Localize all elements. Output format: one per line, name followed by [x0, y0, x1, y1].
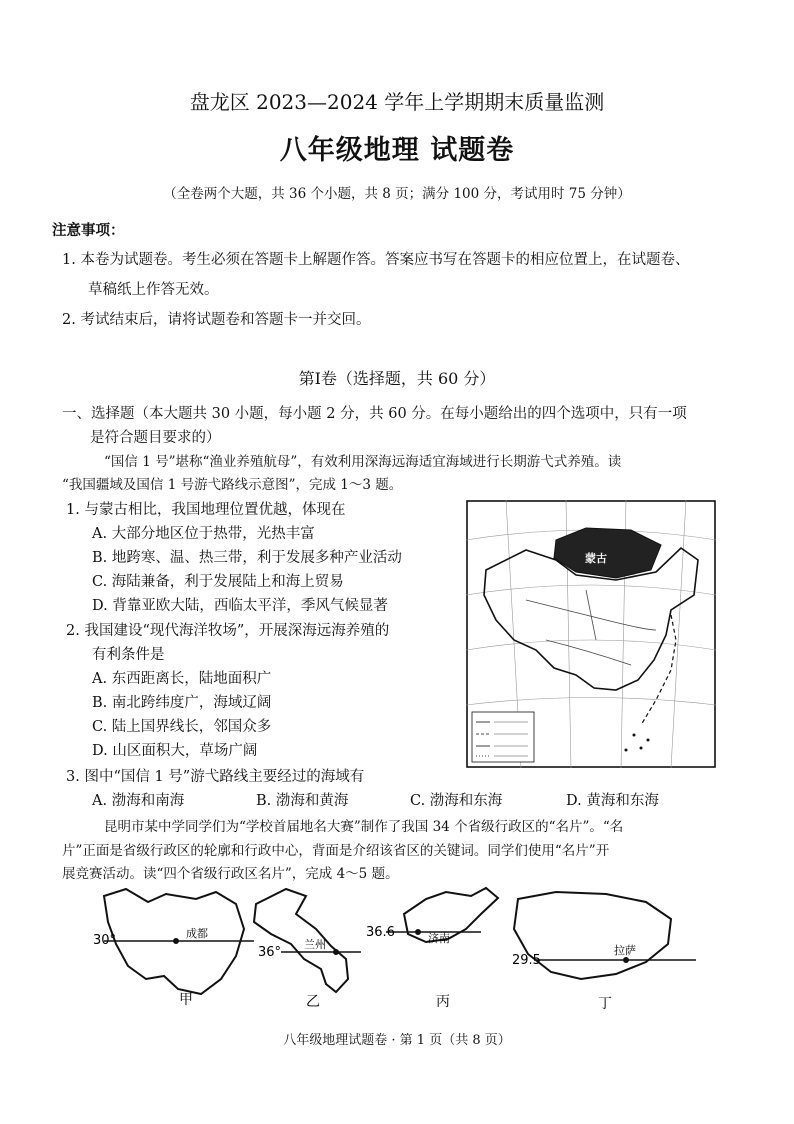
city-jinan: 济南	[428, 932, 450, 945]
jinan-dot	[415, 929, 421, 935]
china-territory-map	[466, 500, 716, 768]
lat-bing: 36.6	[366, 925, 395, 940]
section-instructions-line-1: 一、选择题（本大题共 30 小题，每小题 2 分，共 60 分。在每小题给出的四个选项中，只有一项	[62, 406, 687, 422]
lat-yi: 36°	[258, 945, 282, 960]
lanzhou-dot	[333, 949, 339, 955]
question-2-option-d: D. 山区面积大，草场广阔	[92, 743, 258, 759]
province-cards	[86, 884, 726, 1020]
lat-jia: 30°	[93, 933, 117, 948]
chengdu-dot	[173, 938, 179, 944]
province-yi-outline	[254, 889, 348, 992]
question-3-option-a: A. 渤海和南海	[92, 793, 185, 809]
note-1-line-2: 草稿纸上作答无效。	[88, 282, 219, 298]
notes-heading: 注意事项：	[52, 222, 125, 239]
question-1-option-a: A. 大部分地区位于热带，光热丰富	[92, 526, 315, 542]
question-3-option-c: C. 渤海和东海	[410, 793, 503, 809]
city-chengdu: 成都	[186, 927, 208, 940]
question-2-option-c: C. 陆上国界线长，邻国众多	[92, 719, 272, 735]
note-2: 2. 考试结束后，请将试题卷和答题卡一并交回。	[62, 312, 371, 328]
note-1-line-1: 1. 本卷为试题卷。考生必须在答题卡上解题作答。答案应书写在答题卡的相应位置上，在试题卷、	[62, 252, 690, 268]
tag-yi: 乙	[306, 994, 320, 1010]
question-2-option-b: B. 南北跨纬度广，海域辽阔	[92, 695, 272, 711]
page-footer: 八年级地理试题卷 · 第 1 页（共 8 页）	[283, 1033, 511, 1048]
exam-title: 盘龙区 2023—2024 学年上学期期末质量监测	[189, 90, 605, 114]
city-lhasa: 拉萨	[614, 944, 636, 957]
section-instructions-line-2: 是符合题目要求的）	[90, 430, 221, 446]
question-2-option-a: A. 东西距离长，陆地面积广	[92, 671, 272, 687]
mongolia-label: 蒙古	[585, 552, 607, 565]
question-2-stem-line-2: 有利条件是	[92, 647, 165, 663]
tag-ding: 丁	[598, 996, 612, 1012]
section-title: 第Ⅰ卷（选择题，共 60 分）	[298, 369, 496, 388]
passage-2-line-2: 片”正面是省级行政区的轮廓和行政中心，背面是介绍该省区的关键词。同学们使用“名片”开	[62, 843, 610, 859]
tag-jia: 甲	[179, 992, 193, 1008]
question-1-option-d: D. 背靠亚欧大陆，西临太平洋，季风气候显著	[92, 598, 388, 614]
question-3-stem: 3. 图中“国信 1 号”游弋路线主要经过的海域有	[66, 769, 365, 785]
passage-2-line-3: 展竞赛活动。读“四个省级行政区名片”，完成 4～5 题。	[62, 866, 399, 882]
passage-1-line-2: “我国疆域及国信 1 号游弋路线示意图”，完成 1～3 题。	[62, 477, 403, 493]
question-1-option-c: C. 海陆兼备，利于发展陆上和海上贸易	[92, 574, 344, 590]
question-1-option-b: B. 地跨寒、温、热三带，利于发展多种产业活动	[92, 550, 402, 566]
question-3-option-b: B. 渤海和黄海	[256, 793, 349, 809]
paper-title: 八年级地理 试题卷	[279, 135, 515, 166]
tag-bing: 丙	[436, 994, 450, 1010]
question-3-option-d: D. 黄海和东海	[566, 793, 659, 809]
passage-2-line-1: 昆明市某中学同学们为“学校首届地名大赛”制作了我国 34 个省级行政区的“名片”。“名	[104, 819, 624, 835]
exam-info: （全卷两个大题，共 36 个小题，共 8 页；满分 100 分，考试用时 75 分钟）	[163, 186, 631, 202]
question-2-stem-line-1: 2. 我国建设“现代海洋牧场”，开展深海远海养殖的	[66, 623, 390, 639]
lat-ding: 29.5	[512, 953, 541, 968]
question-1-stem: 1. 与蒙古相比，我国地理位置优越，体现在	[66, 502, 346, 518]
passage-1-line-1: “国信 1 号”堪称“渔业养殖航母”，有效利用深海远海适宜海域进行长期游弋式养殖。读	[104, 454, 622, 470]
city-lanzhou: 兰州	[304, 938, 326, 951]
lhasa-dot	[623, 957, 629, 963]
